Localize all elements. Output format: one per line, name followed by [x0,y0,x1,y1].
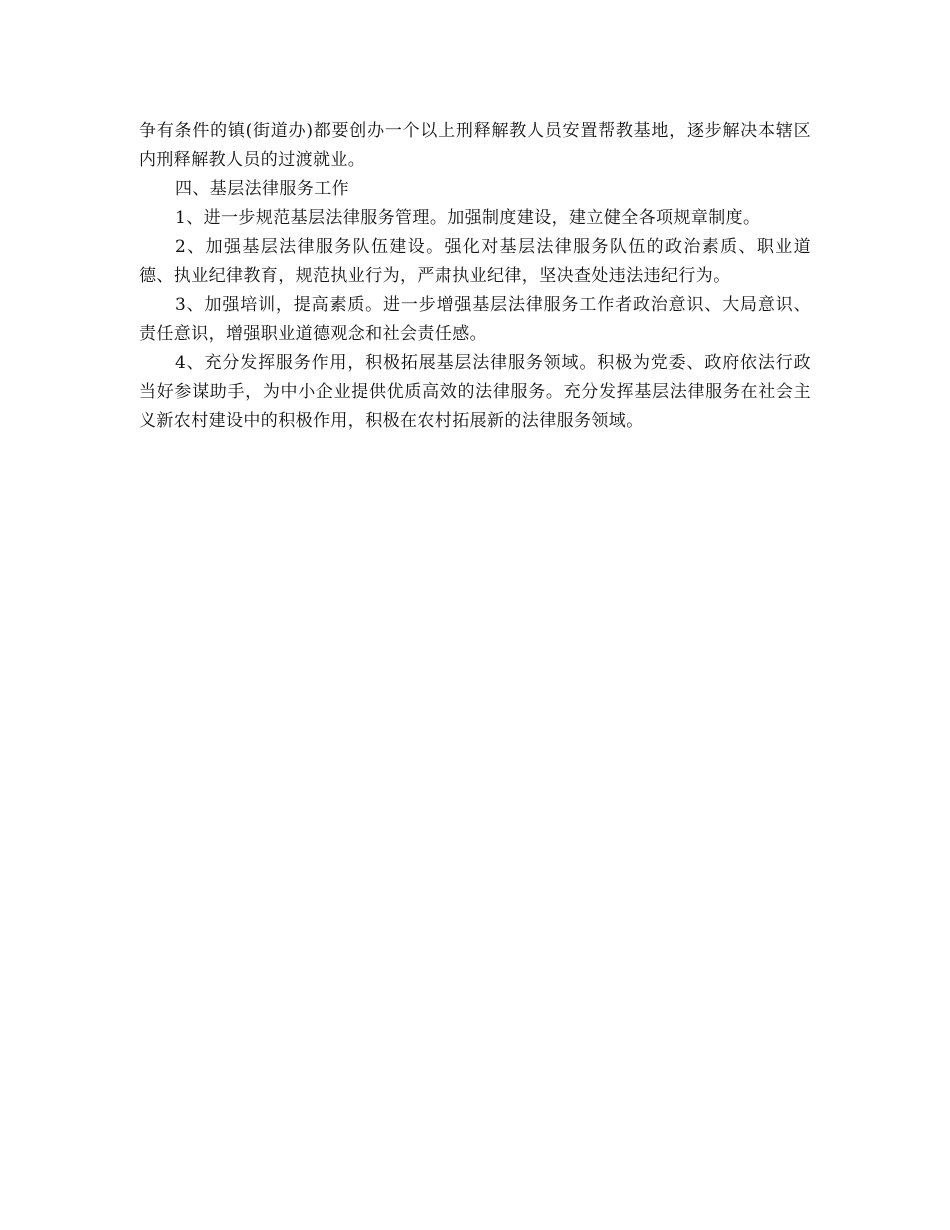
section-heading: 四、基层法律服务工作 [175,179,349,199]
paragraph-continuation: 争有条件的镇(街道办)都要创办一个以上刑释解教人员安置帮教基地，逐步解决本辖区内刑释解教人员的过渡就业。 [139,121,811,170]
paragraph-item-1: 1、进一步规范基层法律服务管理。加强制度建设，建立健全各项规章制度。 [175,208,761,228]
paragraph-item-3: 3、加强培训，提高素质。进一步增强基层法律服务工作者政治意识、大局意识、责任意识，增强职业道德观念和社会责任感。 [139,295,811,344]
paragraph-item-2: 2、加强基层法律服务队伍建设。强化对基层法律服务队伍的政治素质、职业道德、执业纪律教育，规范执业行为，严肃执业纪律，坚决查处违法违纪行为。 [139,237,811,286]
document-body [139,117,811,436]
paragraph-item-4: 4、充分发挥服务作用，积极拓展基层法律服务领域。积极为党委、政府依法行政当好参谋助手，为中小企业提供优质高效的法律服务。充分发挥基层法律服务在社会主义新农村建设中的积极作用，积极在农村拓展新的法律服务领域。 [139,353,811,431]
